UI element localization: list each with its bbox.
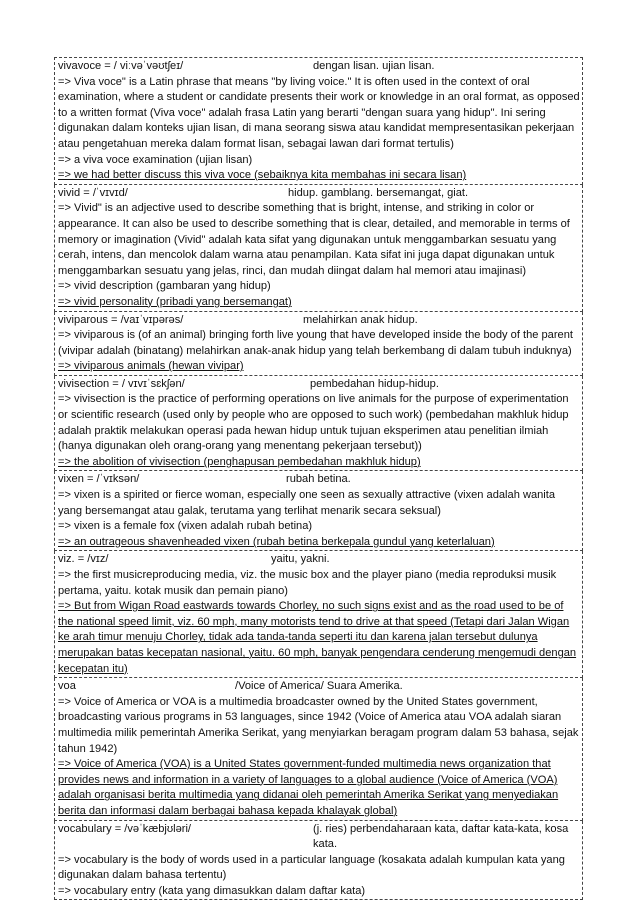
entry-term: vivid = /ˈvɪvɪd/ [58,186,128,199]
entry-voa [54,678,583,820]
entry-meaning: rubah betina. [286,473,351,486]
entry-term: viviparous = /vaɪˈvɪpərəs/ [58,313,184,326]
entry-vixen [54,471,583,551]
entry-definition: => vixen is a female fox (vixen adalah rubah betina) [58,520,313,533]
entry-header [58,59,580,75]
entry-header [58,377,580,393]
entry-meaning: yaitu, yakni. [271,553,330,566]
entry-header [58,679,580,695]
entry-definition: => Voice of America or VOA is a multimedia broadcaster owned by the United States government, broadcasting various programs in 53 languages, since 1942 (Voice of America atau VOA adalah siaran multimedia milik pemerintah Amerika Serikat, yang menyiarkan beragam program dalam 53 bahasa, sejak tahun 1942) [58,695,579,755]
entry-header [58,472,580,488]
entry-example: => vivid description (gambaran yang hidup) [58,280,271,293]
entry-vivid [54,185,583,312]
entry-meaning: dengan lisan. ujian lisan. [313,60,435,72]
entry-definition: => Vivid" is an adjective used to describe something that is bright, intense, and striking in color or appearance. It can also be used to describe something that is clear, detailed, and memorable in terms of memory or imagination (Vivid" adalah kata sifat yang digunakan untuk menggambarkan sesuatu yang cerah, intens, dan mencolok dalam warna atau penampilan. Kata sifat ini juga dapat digunakan untuk menggambarkan sesuatu yang jelas, rinci, dan mudah diingat dalam hal memori atau imajinasi) [58,202,570,277]
entry-definition: => Voice of America (VOA) is a United States government-funded multimedia news organization that provides news and information in a variety of languages to a global audience (Voice of America (VOA) adalah organisasi berita multimedia yang didanai oleh pemerintah Amerika Serikat yang menyediakan berita dan informasi dalam berbagai bahasa kepada khalayak global) [58,758,559,817]
entry-meaning: pembedahan hidup-hidup. [310,377,439,390]
entry-definition: => Viva voce" is a Latin phrase that means "by living voice." It is often used in the context of oral examination, where a student or candidate presents their work or knowledge in an oral format, as opposed to a written format (Viva voce" adalah frasa Latin yang berarti "dengan suara yang hidup". Ini sering digunakan dalam konteks ujian lisan, di mana seorang siswa atau kandidat mempresentasikan pekerjaan atau pengetahuan mereka dalam format lisan, sebagai lawan dari format tertulis) [58,75,580,150]
entry-example: => But from Wigan Road eastwards towards Chorley, no such signs exist and as the road used to be of the national speed limit, viz. 60 mph, many motorists tend to drive at that speed (Tetapi dari Jalan Wigan ke arah timur menuju Chorley, tidak ada tanda-tanda seperti itu dan karena jalan tersebut dulunya merupakan batas kecepatan nasional, yaitu. 60 mph, banyak pengendara cenderung mengemudi dengan kecepatan itu) [58,600,577,675]
entry-example: => the abolition of vivisection (penghapusan pembedahan makhluk hidup) [58,455,421,468]
entry-header [58,822,580,853]
entry-term: vivisection = / vɪvɪˈsɛkʃən/ [58,377,185,390]
dictionary-document [54,57,583,900]
entry-meaning: /Voice of America/ Suara Amerika. [235,680,403,693]
entry-definition: => vivisection is the practice of performing operations on live animals for the purpose of experimentation or scientific research (used only by people who are opposed to such work) (pembedahan makhluk hidup adalah praktik melakukan operasi pada hewan hidup untuk tujuan eksperimen atau penelitian ilmiah (hanya digunakan oleh orang-orang yang menentang pekerjaan tersebut)) [58,393,569,453]
entry-term: voa [58,680,76,693]
entry-header [58,552,580,568]
entry-example: => an outrageous shavenheaded vixen (rubah betina berkepala gundul yang keterlaluan) [58,535,495,548]
entry-example: => we had better discuss this viva voce (sebaiknya kita membahas ini secara lisan) [58,169,467,182]
entry-meaning: melahirkan anak hidup. [303,313,418,326]
entry-vivavoce [54,57,583,185]
entry-term: vixen = /ˈvɪksən/ [58,473,140,486]
entry-viz [54,551,583,678]
entry-meaning: hidup. gamblang. bersemangat, giat. [288,186,469,199]
entry-vocabulary [54,821,583,901]
entry-example: => a viva voce examination (ujian lisan) [58,153,253,166]
entry-example: => vocabulary entry (kata yang dimasukkan dalam daftar kata) [58,884,366,897]
entry-definition: => vocabulary is the body of words used in a particular language (kosakata adalah kumpulan kata yang digunakan dalam bahasa tertentu) [58,853,565,882]
entry-vivisection [54,376,583,472]
entry-term: vocabulary = /vəˈkæbjʊləri/ [58,822,192,835]
entry-definition: => vixen is a spirited or fierce woman, especially one seen as sexually attractive (vixen adalah wanita yang bersemangat atau galak, terutama yang terlihat menarik secara seksual) [58,489,556,517]
entry-header [58,186,580,202]
entry-meaning: (j. ries) perbendaharaan kata, daftar kata-kata, kosa kata. [313,822,569,851]
entry-header [58,313,580,329]
entry-example: => viviparous animals (hewan vivipar) [58,360,244,373]
entry-definition: => viviparous is (of an animal) bringing forth live young that have developed inside the body of the parent (vivipar adalah (binatang) melahirkan anak-anak hidup yang telah berkembang di dalam tubuh induknya) [58,329,573,357]
entry-term: viz. = /vɪz/ [58,553,109,566]
entry-term: vivavoce = / viːvəˈvəʊtʃeɪ/ [58,60,184,72]
entry-example: => vivid personality (pribadi yang bersemangat) [58,295,292,308]
entry-viviparous [54,312,583,376]
entry-example: => the first musicreproducing media, viz. the music box and the player piano (media reproduksi musik pertama, yaitu. kotak musik dan pemain piano) [58,569,557,597]
